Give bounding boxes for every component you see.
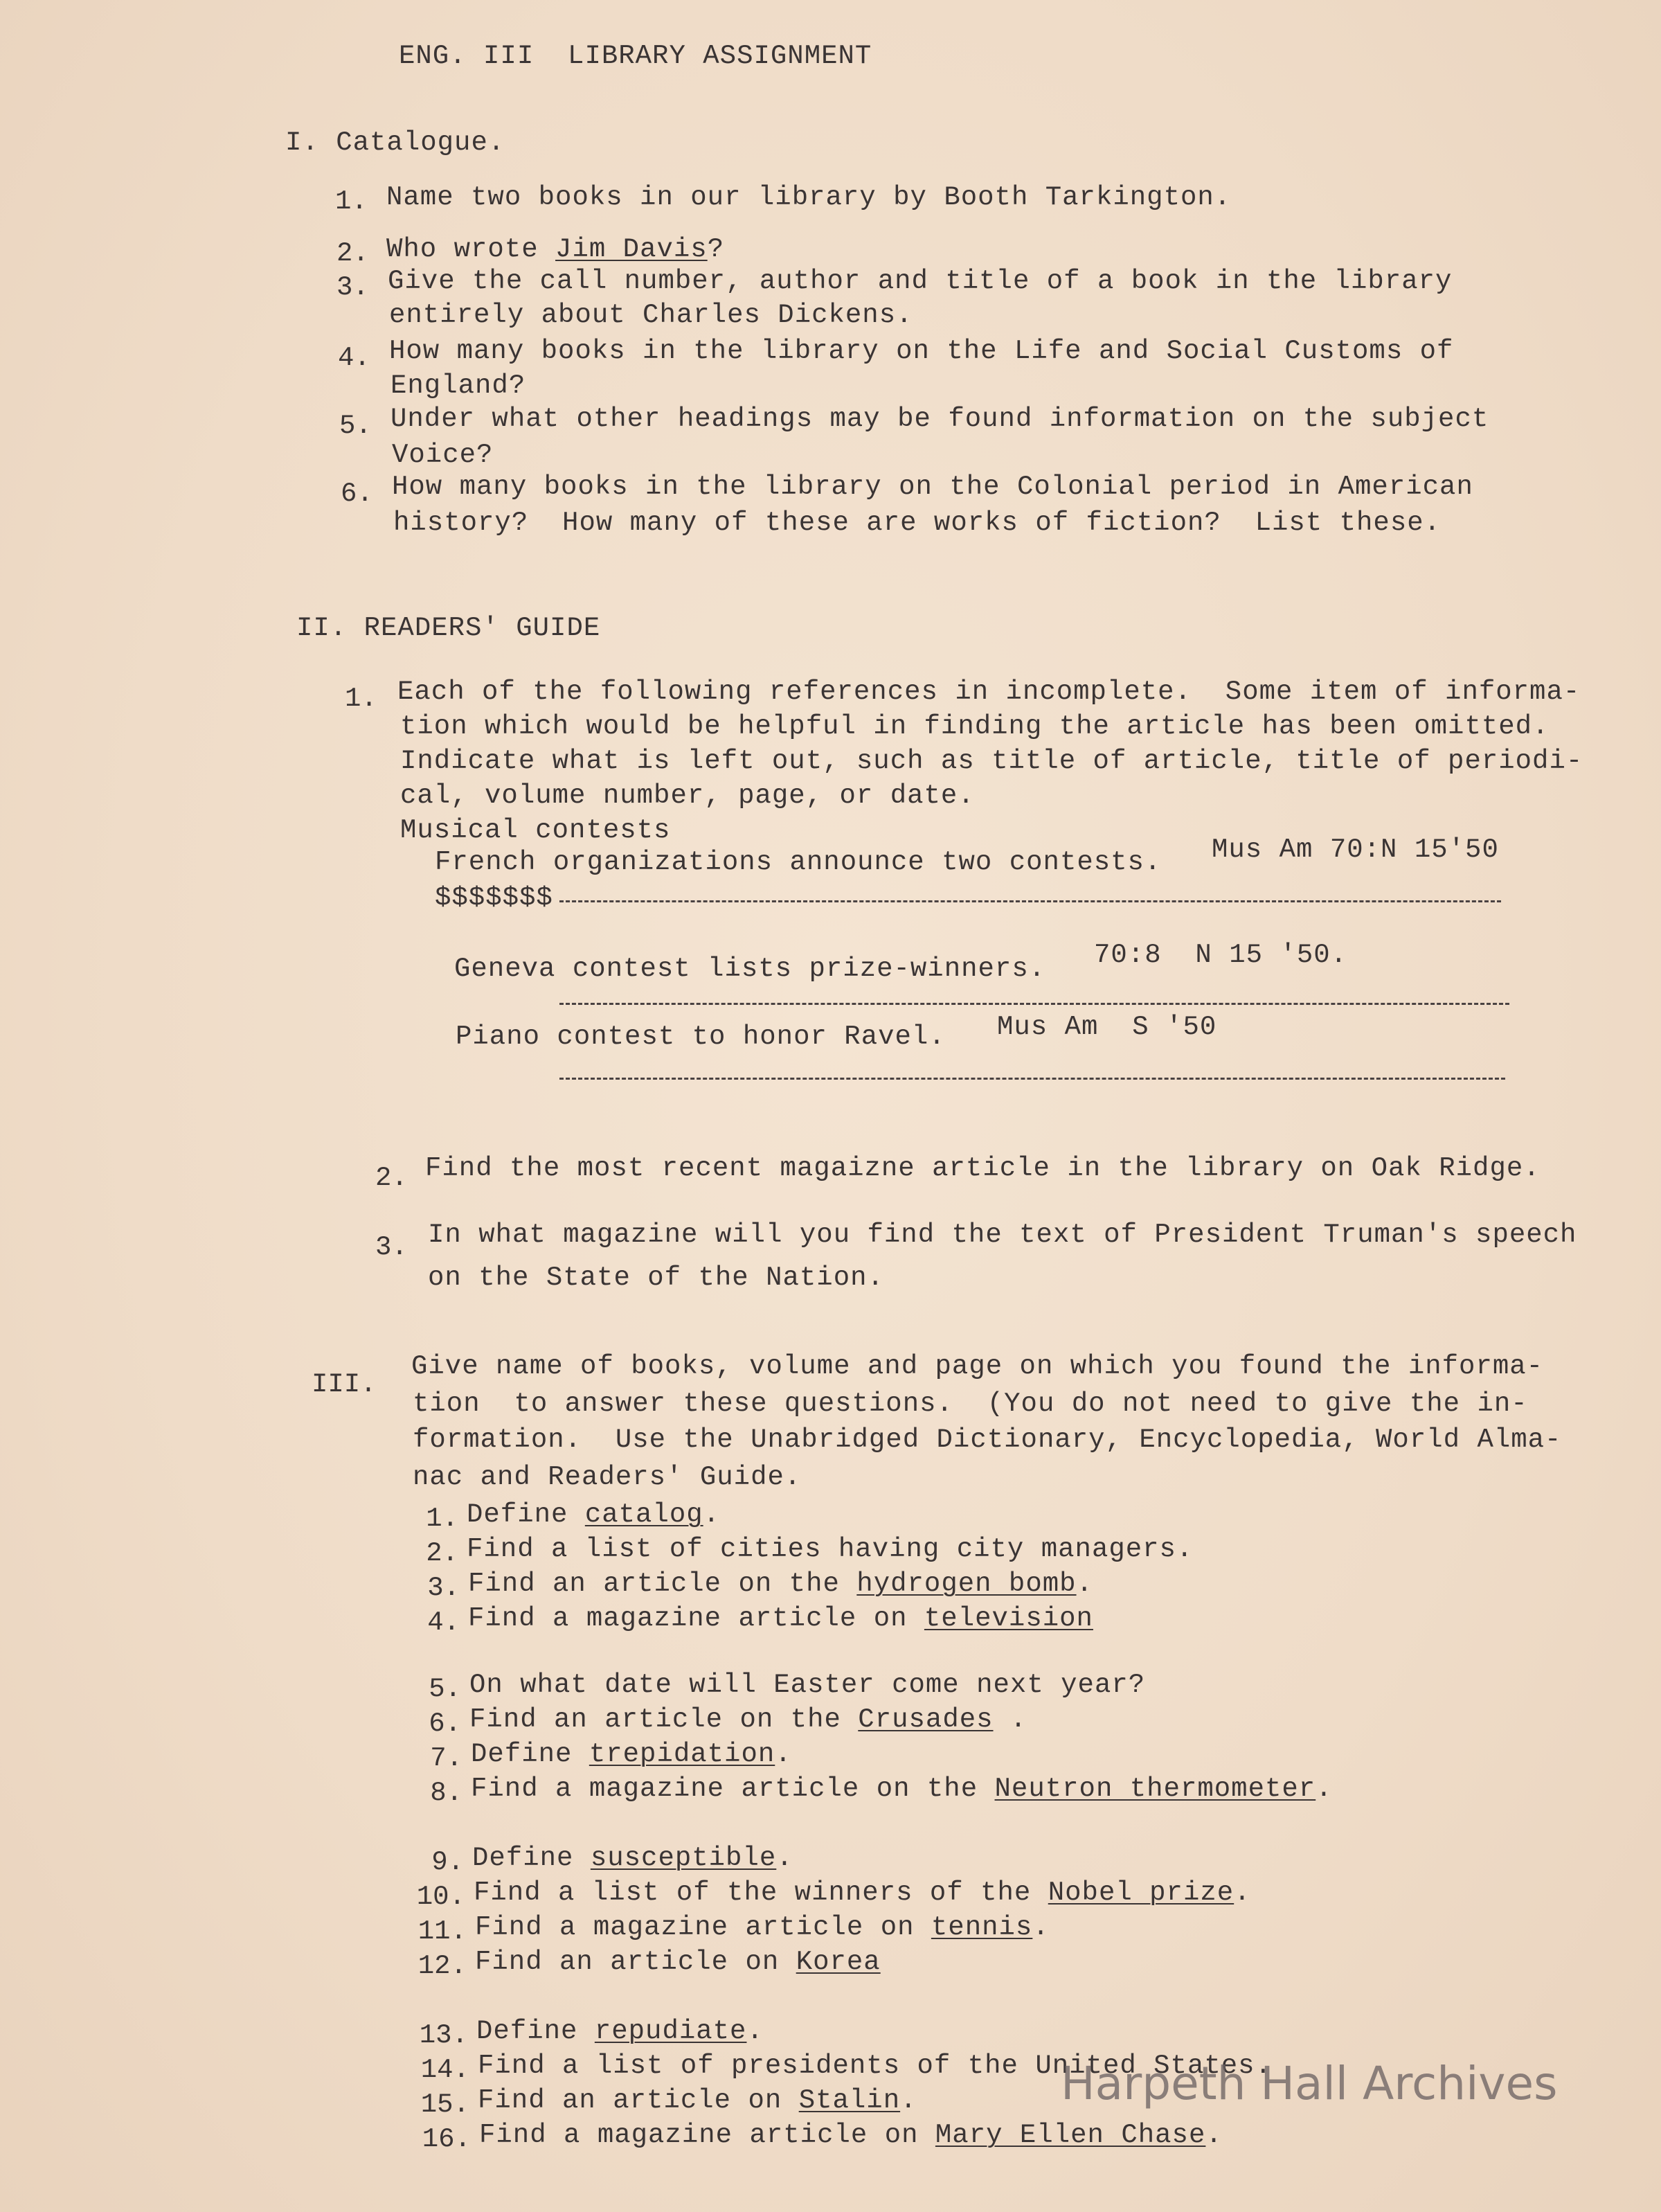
s3-question-text: Find an article on Korea	[475, 1947, 881, 1977]
s1-item-4-number: 4.	[338, 343, 370, 373]
s2-item-3-line-1: In what magazine will you find the text of President Truman's speech	[428, 1220, 1577, 1250]
s3-question-text: Find a list of cities having city managers.	[467, 1534, 1194, 1564]
reference-subject: Musical contests	[400, 815, 671, 846]
reference-2-title: Geneva contest lists prize-winners.	[454, 954, 1046, 984]
underlined-term: tennis	[931, 1912, 1033, 1943]
section-2-heading: II. READERS' GUIDE	[296, 613, 601, 643]
s3-question-text: Find an article on the Crusades .	[469, 1704, 1027, 1735]
reference-3-title: Piano contest to honor Ravel.	[456, 1022, 946, 1052]
s1-item-5-line-1: Under what other headings may be found information on the subject	[390, 404, 1489, 434]
reference-3-citation: Mus Am S '50	[997, 1012, 1217, 1042]
underlined-term: hydrogen bomb	[856, 1569, 1077, 1599]
s3-question-number: 14.	[420, 2055, 469, 2085]
archive-watermark: Harpeth Hall Archives	[1061, 2057, 1558, 2110]
s1-item-1-number: 1.	[335, 186, 368, 217]
s1-item-3-line-1: Give the call number, author and title of a book in the library	[388, 266, 1453, 296]
fill-in-line-2	[559, 1003, 1509, 1005]
s1-item-2-number: 2.	[336, 238, 369, 269]
s3-intro-line-1: Give name of books, volume and page on which you found the informa-	[411, 1351, 1544, 1382]
underlined-term: television	[924, 1603, 1093, 1634]
s3-question-number: 1.	[426, 1504, 458, 1534]
s3-question-number: 10.	[416, 1882, 465, 1912]
s1-item-6-number: 6.	[341, 479, 373, 509]
s3-question-text: Find a magazine article on Mary Ellen Chase.	[479, 2120, 1223, 2150]
s1-item-2-text: Who wrote Jim Davis?	[386, 234, 725, 265]
s3-question-text: Define trepidation.	[471, 1739, 792, 1769]
s3-intro-line-4: nac and Readers' Guide.	[413, 1462, 802, 1492]
s1-item-4-line-1: How many books in the library on the Life and Social Customs of	[389, 336, 1454, 366]
struck-out-text: $$$$$$$	[435, 883, 553, 913]
s3-intro-line-2: tion to answer these questions. (You do not need to give the in-	[413, 1389, 1528, 1419]
underlined-term: Mary Ellen Chase	[935, 2120, 1206, 2150]
s2-item-3-number: 3.	[375, 1232, 408, 1263]
s3-question-text: Define repudiate.	[476, 2016, 764, 2046]
section-1-heading: I. Catalogue.	[285, 127, 505, 158]
s1-item-6-line-1: How many books in the library on the Colonial period in American	[392, 472, 1473, 502]
underlined-term: susceptible	[590, 1843, 777, 1873]
s3-question-text: Find a magazine article on tennis.	[475, 1912, 1050, 1943]
s3-question-text: Find a list of presidents of the United States.	[478, 2051, 1272, 2081]
underlined-term: Neutron thermometer	[994, 1774, 1316, 1804]
s3-question-text: Find an article on the hydrogen bomb.	[468, 1569, 1093, 1599]
s2-item-1-number: 1.	[345, 684, 377, 714]
fill-in-line-1	[559, 900, 1501, 902]
s1-item-4-line-2: England?	[390, 371, 526, 401]
s3-question-number: 5.	[429, 1674, 461, 1704]
s3-question-number: 8.	[430, 1778, 463, 1808]
underlined-term: Crusades	[858, 1704, 994, 1735]
underlined-term: Stalin	[798, 2085, 901, 2116]
s3-intro-line-3: formation. Use the Unabridged Dictionary, Encyclopedia, World Alma-	[413, 1425, 1562, 1455]
underlined-term: repudiate	[594, 2016, 747, 2046]
reference-2-citation: 70:8 N 15 '50.	[1094, 940, 1348, 970]
s2-item-3-line-2: on the State of the Nation.	[428, 1263, 884, 1293]
s3-question-number: 3.	[427, 1573, 460, 1603]
s3-question-number: 11.	[418, 1916, 467, 1947]
s3-question-text: Find a magazine article on the Neutron thermometer.	[471, 1774, 1333, 1804]
s3-question-text: Find an article on Stalin.	[478, 2085, 917, 2116]
s3-question-number: 6.	[429, 1709, 461, 1739]
s3-question-number: 4.	[427, 1607, 460, 1638]
s2-item-1-line-1: Each of the following references in incomplete. Some item of informa-	[397, 677, 1581, 707]
reference-1-citation: Mus Am 70:N 15'50	[1212, 835, 1499, 865]
s1-item-5-line-2: Voice?	[392, 440, 494, 470]
s3-question-number: 16.	[422, 2124, 471, 2155]
underlined-term: catalog	[584, 1499, 703, 1530]
s2-item-1-line-4: cal, volume number, page, or date.	[400, 781, 975, 811]
s1-item-3-line-2: entirely about Charles Dickens.	[389, 300, 913, 330]
s3-question-text: Find a magazine article on television	[468, 1603, 1093, 1634]
s3-question-number: 9.	[431, 1847, 464, 1877]
s3-question-text: On what date will Easter come next year?	[469, 1670, 1146, 1700]
page-title: ENG. III LIBRARY ASSIGNMENT	[399, 41, 872, 71]
underlined-term: Nobel prize	[1048, 1877, 1234, 1908]
s3-question-text: Define catalog.	[467, 1499, 721, 1530]
reference-1-title: French organizations announce two contests.	[435, 847, 1162, 877]
underlined-term: Korea	[796, 1947, 881, 1977]
s1-item-5-number: 5.	[339, 411, 372, 441]
s2-item-2-text: Find the most recent magaizne article in the library on Oak Ridge.	[425, 1153, 1541, 1184]
s3-question-text: Find a list of the winners of the Nobel prize.	[474, 1877, 1251, 1908]
s3-question-number: 15.	[420, 2089, 469, 2120]
s2-item-1-line-2: tion which would be helpful in finding the article has been omitted.	[400, 711, 1550, 742]
s3-question-number: 2.	[426, 1538, 458, 1569]
s3-question-text: Define susceptible.	[472, 1843, 793, 1873]
fill-in-line-3	[559, 1078, 1505, 1080]
s3-question-number: 7.	[430, 1743, 463, 1774]
underlined-term: trepidation	[589, 1739, 775, 1769]
s1-item-3-number: 3.	[336, 272, 369, 303]
s3-question-number: 12.	[418, 1951, 467, 1981]
s2-item-1-line-3: Indicate what is left out, such as title of article, title of periodi-	[400, 746, 1583, 776]
s3-question-number: 13.	[419, 2020, 468, 2051]
s1-item-1-line-1: Name two books in our library by Booth Tarkington.	[386, 182, 1232, 213]
section-3-number: III.	[312, 1369, 377, 1400]
s2-item-2-number: 2.	[375, 1163, 408, 1193]
s1-item-6-line-2: history? How many of these are works of fiction? List these.	[393, 508, 1442, 538]
